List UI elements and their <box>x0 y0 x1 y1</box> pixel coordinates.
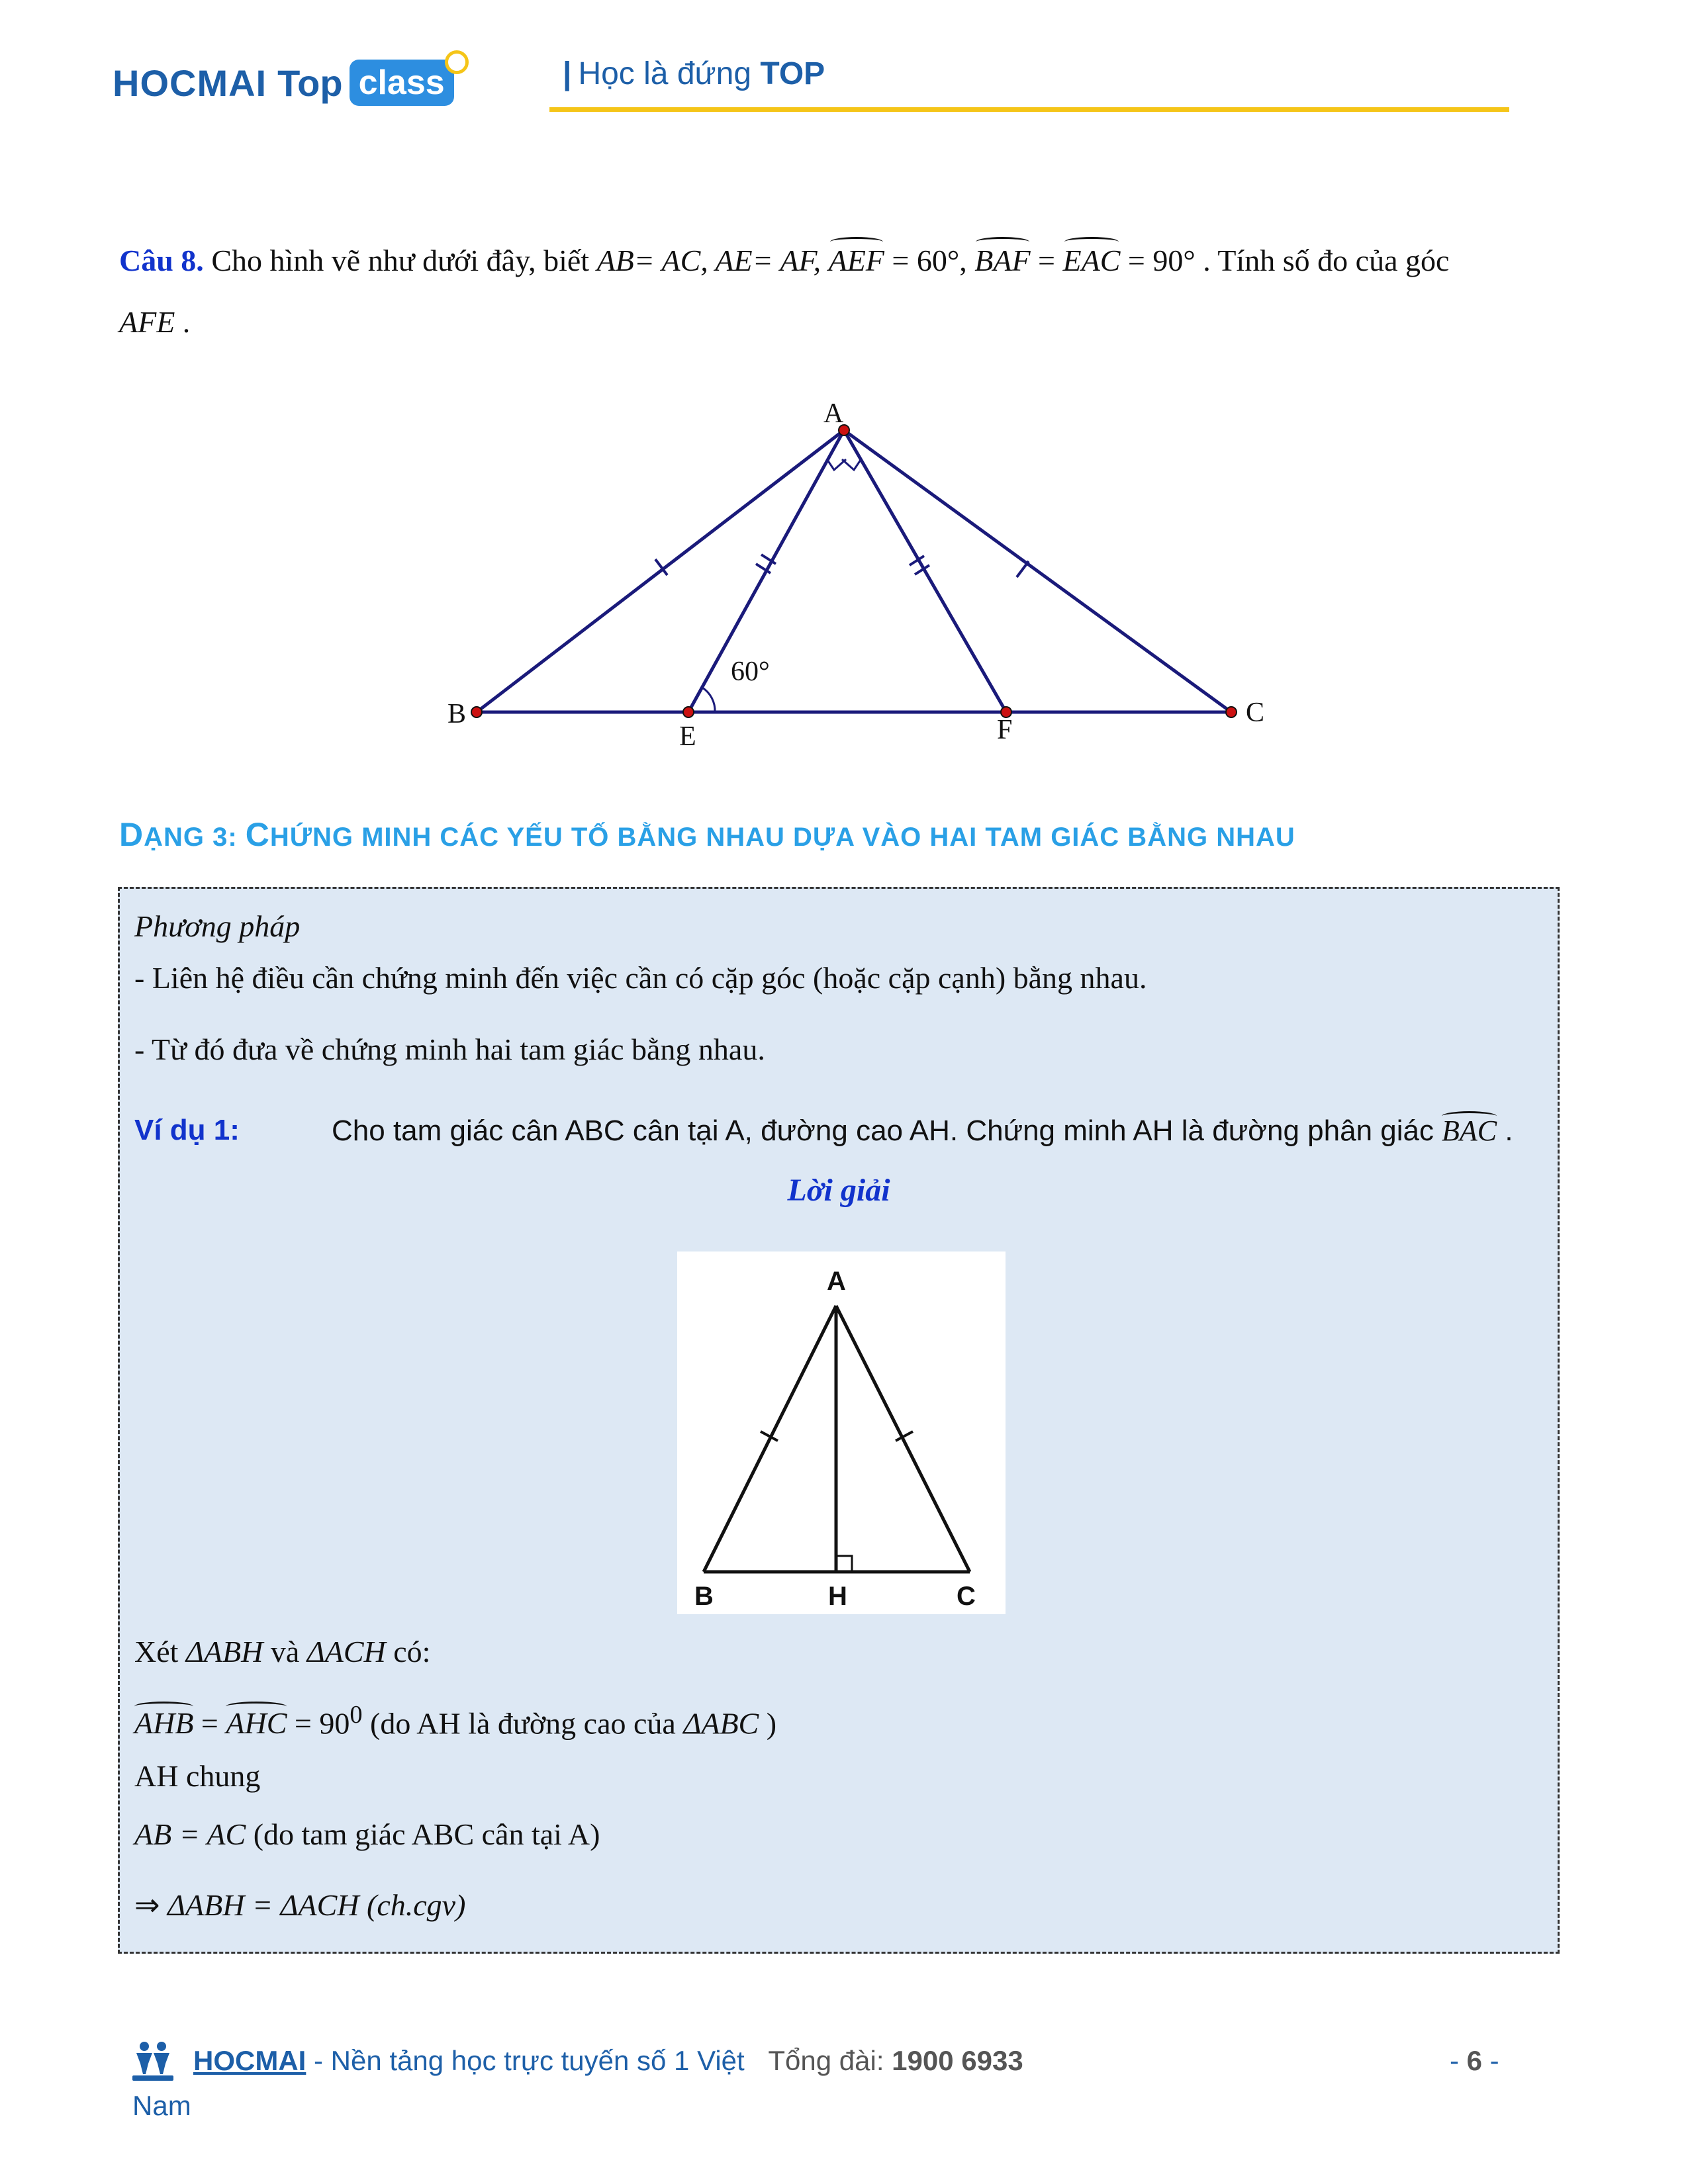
method-title: Phương pháp <box>134 909 301 943</box>
footer-brand-link[interactable]: HOCMAI <box>193 2045 306 2076</box>
eq-90: = 90° <box>1127 244 1196 277</box>
point-b <box>471 707 482 717</box>
l4-reason: (do tam giác ABC cân tại A) <box>246 1817 600 1851</box>
segment-af <box>844 430 1006 712</box>
ab-eq-ac: AB = AC <box>134 1817 246 1851</box>
page-suffix: - <box>1482 2045 1499 2076</box>
title-initial-d: D <box>119 816 144 853</box>
eq-sign: = <box>1038 244 1055 277</box>
segment-ab-2 <box>704 1306 836 1572</box>
sun-icon <box>445 50 469 74</box>
l2-close: ) <box>759 1706 777 1741</box>
question-ask: . Tính số đo của góc <box>1203 244 1450 277</box>
angle-ahc: AHC <box>226 1706 287 1741</box>
hocmai-topclass-logo <box>113 53 454 113</box>
triangle-ach: ΔACH <box>306 1635 386 1668</box>
section-title <box>119 815 1295 854</box>
label-e: E <box>679 721 696 752</box>
eq-60: = 60°, <box>892 244 967 277</box>
footer-main <box>193 2045 1023 2077</box>
solution-line-2 <box>134 1700 776 1741</box>
given-sides: AB= AC, AE= AF, <box>596 244 821 277</box>
question-8 <box>119 241 1575 281</box>
segment-ab <box>477 430 844 712</box>
question-end: . <box>182 305 191 339</box>
example-end: . <box>1505 1115 1513 1147</box>
logo-class-text: class <box>358 64 445 102</box>
example-angle-bac: BAC <box>1442 1115 1497 1147</box>
footer-hotline: 1900 6933 <box>892 2045 1023 2076</box>
angle-baf: BAF <box>974 241 1030 281</box>
label-a-2: A <box>827 1267 846 1296</box>
l1-pre: Xét <box>134 1635 186 1668</box>
label-c-2: C <box>957 1582 976 1611</box>
l2-reason: (do AH là đường cao của <box>362 1706 684 1741</box>
footer-tagline: - Nền tảng học trực tuyến số 1 Việt <box>306 2045 745 2076</box>
target-angle: AFE <box>119 305 175 339</box>
footer-tail: Nam <box>132 2090 191 2121</box>
title-part-1: ẠNG 3: <box>144 823 246 852</box>
l1-mid: và <box>263 1635 307 1668</box>
label-a: A <box>823 398 844 429</box>
logo-hocmai-text: HOCMAI <box>113 62 267 104</box>
l2-eq2: = 90 <box>287 1706 350 1741</box>
triangle-abh: ΔABH <box>185 1635 263 1668</box>
question-8-line2 <box>119 304 190 340</box>
example-text <box>332 1114 1513 1148</box>
label-b-2: B <box>694 1582 714 1611</box>
label-h-2: H <box>828 1582 847 1611</box>
point-c <box>1226 707 1237 717</box>
angle-eac: EAC <box>1063 241 1121 281</box>
example-label: Ví dụ 1: <box>134 1114 240 1146</box>
method-step-1: - Liên hệ điều cần chứng minh đến việc cần có cặp góc (hoặc cặp cạnh) bằng nhau. <box>134 961 1147 995</box>
slogan-top: TOP <box>760 56 825 91</box>
logo-class-badge <box>350 60 454 106</box>
title-part-2: HỨNG MINH CÁC YẾU TỐ BẰNG NHAU DỰA VÀO HAI TAM GIÁC BẰNG NHAU <box>269 823 1295 852</box>
header-divider <box>549 107 1509 112</box>
method-box <box>118 887 1560 1954</box>
triangle-abc: ΔABC <box>683 1706 759 1741</box>
segment-ac-2 <box>836 1306 970 1572</box>
logo-top-text: Top <box>277 62 343 104</box>
angle-ahb: AHB <box>134 1706 194 1741</box>
segment-ac <box>844 430 1231 712</box>
slogan-bar: | <box>563 56 572 91</box>
angle-arc-e <box>702 688 715 712</box>
right-angle-h <box>836 1556 852 1572</box>
solution-line-1 <box>134 1634 430 1669</box>
l1-post: có: <box>385 1635 431 1668</box>
page-prefix: - <box>1450 2045 1467 2076</box>
congruence: ΔABH = ΔACH <box>167 1888 359 1922</box>
l2-eq1: = <box>193 1706 226 1741</box>
implies-symbol: ⇒ <box>134 1888 168 1922</box>
right-angle-mark-2 <box>842 459 861 470</box>
solution-line-5 <box>134 1887 465 1923</box>
header-slogan <box>563 56 825 92</box>
tick-ac <box>1017 561 1029 577</box>
title-initial-c: C <box>245 816 270 853</box>
label-c: C <box>1246 698 1265 728</box>
label-b: B <box>447 699 467 729</box>
congruence-case: (ch.cgv) <box>359 1888 466 1922</box>
example-statement: Cho tam giác cân ABC cân tại A, đường cao AH. Chứng minh AH là đường phân giác <box>332 1115 1434 1147</box>
hocmai-people-icon <box>130 2037 176 2083</box>
solution-line-3: AH chung <box>134 1759 261 1793</box>
question-intro: Cho hình vẽ như dưới đây, biết <box>211 244 590 277</box>
angle-aef: AEF <box>829 241 884 281</box>
point-e <box>683 707 694 717</box>
page-number-value: 6 <box>1466 2045 1483 2076</box>
solution-line-4 <box>134 1817 600 1852</box>
method-step-2: - Từ đó đưa về chứng minh hai tam giác bằng nhau. <box>134 1032 765 1066</box>
figure-triangle-abc <box>410 390 1284 761</box>
slogan-text: Học là đứng <box>578 56 752 91</box>
l2-degree: 0 <box>350 1701 363 1729</box>
figure-isosceles-triangle <box>677 1251 1006 1614</box>
footer-hotline-label: Tổng đài: <box>768 2045 892 2076</box>
angle-label-60: 60° <box>731 657 770 687</box>
page-number <box>1450 2045 1499 2077</box>
solution-title: Lời giải <box>787 1173 890 1208</box>
label-f: F <box>997 715 1013 745</box>
question-label: Câu 8. <box>119 244 204 277</box>
